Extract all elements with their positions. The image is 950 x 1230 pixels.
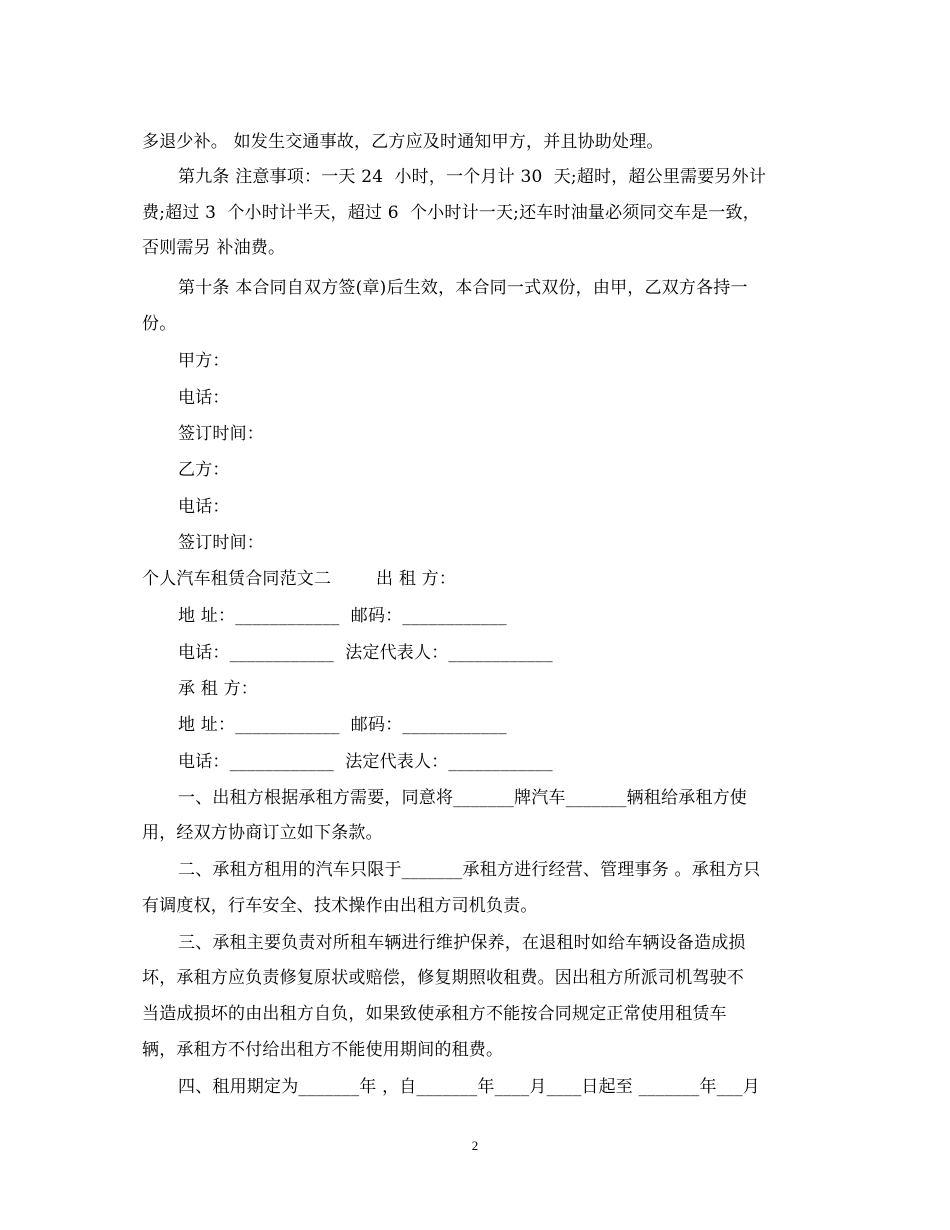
text-line: 坏，承租方应负责修复原状或赔偿，修复期照收租费。因出租方所派司机驾驶不 bbox=[142, 968, 744, 988]
text-line: 二、承租方租用的汽车只限于_______承租方进行经营、管理事务 。承租方只 bbox=[178, 860, 761, 880]
text-line: 有调度权，行车安全、技术操作由出租方司机负责。 bbox=[142, 896, 538, 916]
text-line: 个人汽车租赁合同范文二 出 租 方： bbox=[142, 569, 457, 589]
page-number: 2 bbox=[471, 1138, 479, 1153]
text-line: 辆，承租方不付给出租方不能使用期间的租费。 bbox=[142, 1040, 504, 1060]
text-line: 三、承租主要负责对所租车辆进行维护保养，在退租时如给车辆设备造成损 bbox=[178, 933, 746, 953]
text-line: 乙方： bbox=[178, 460, 230, 480]
text-line: 一、出租方根据承租方需要，同意将_______牌汽车_______辆租给承租方使 bbox=[178, 788, 747, 808]
text-line: 甲方： bbox=[178, 351, 230, 371]
text-line: 第十条 本合同自双方签(章)后生效，本合同一式双份，由甲，乙双方各持一 bbox=[178, 278, 748, 298]
text-line: 四、租用期定为_______年 ，自_______年____月____日起至 _______年___月 bbox=[178, 1077, 761, 1097]
text-line: 签订时间： bbox=[178, 424, 264, 444]
text-line: 签订时间： bbox=[178, 533, 264, 553]
text-line: 电话：____________ 法定代表人：____________ bbox=[178, 643, 553, 663]
text-line: 多退少补。 如发生交通事故，乙方应及时通知甲方，并且协助处理。 bbox=[142, 132, 664, 152]
text-line: 电话： bbox=[178, 497, 230, 517]
text-line: 第九条 注意事项：一天 24 小时，一个月计 30 天;超时，超公里需要另外计 bbox=[178, 167, 767, 187]
text-line: 份。 bbox=[142, 314, 177, 334]
text-line: 否则需另 补油费。 bbox=[142, 238, 286, 258]
text-line: 地 址：____________ 邮码：____________ bbox=[178, 715, 507, 735]
text-line: 承 租 方： bbox=[178, 679, 259, 699]
text-line: 用，经双方协商订立如下条款。 bbox=[142, 823, 383, 843]
text-line: 电话： bbox=[178, 388, 230, 408]
text-line: 费;超过 3 个小时计半天，超过 6 个小时计一天;还车时油量必须同交车是一致， bbox=[142, 203, 760, 223]
text-line: 电话：____________ 法定代表人：____________ bbox=[178, 752, 553, 772]
text-line: 当造成损坏的由出租方自负，如果致使承租方不能按合同规定正常使用租赁车 bbox=[142, 1004, 727, 1024]
text-line: 地 址：____________ 邮码：____________ bbox=[178, 606, 507, 626]
